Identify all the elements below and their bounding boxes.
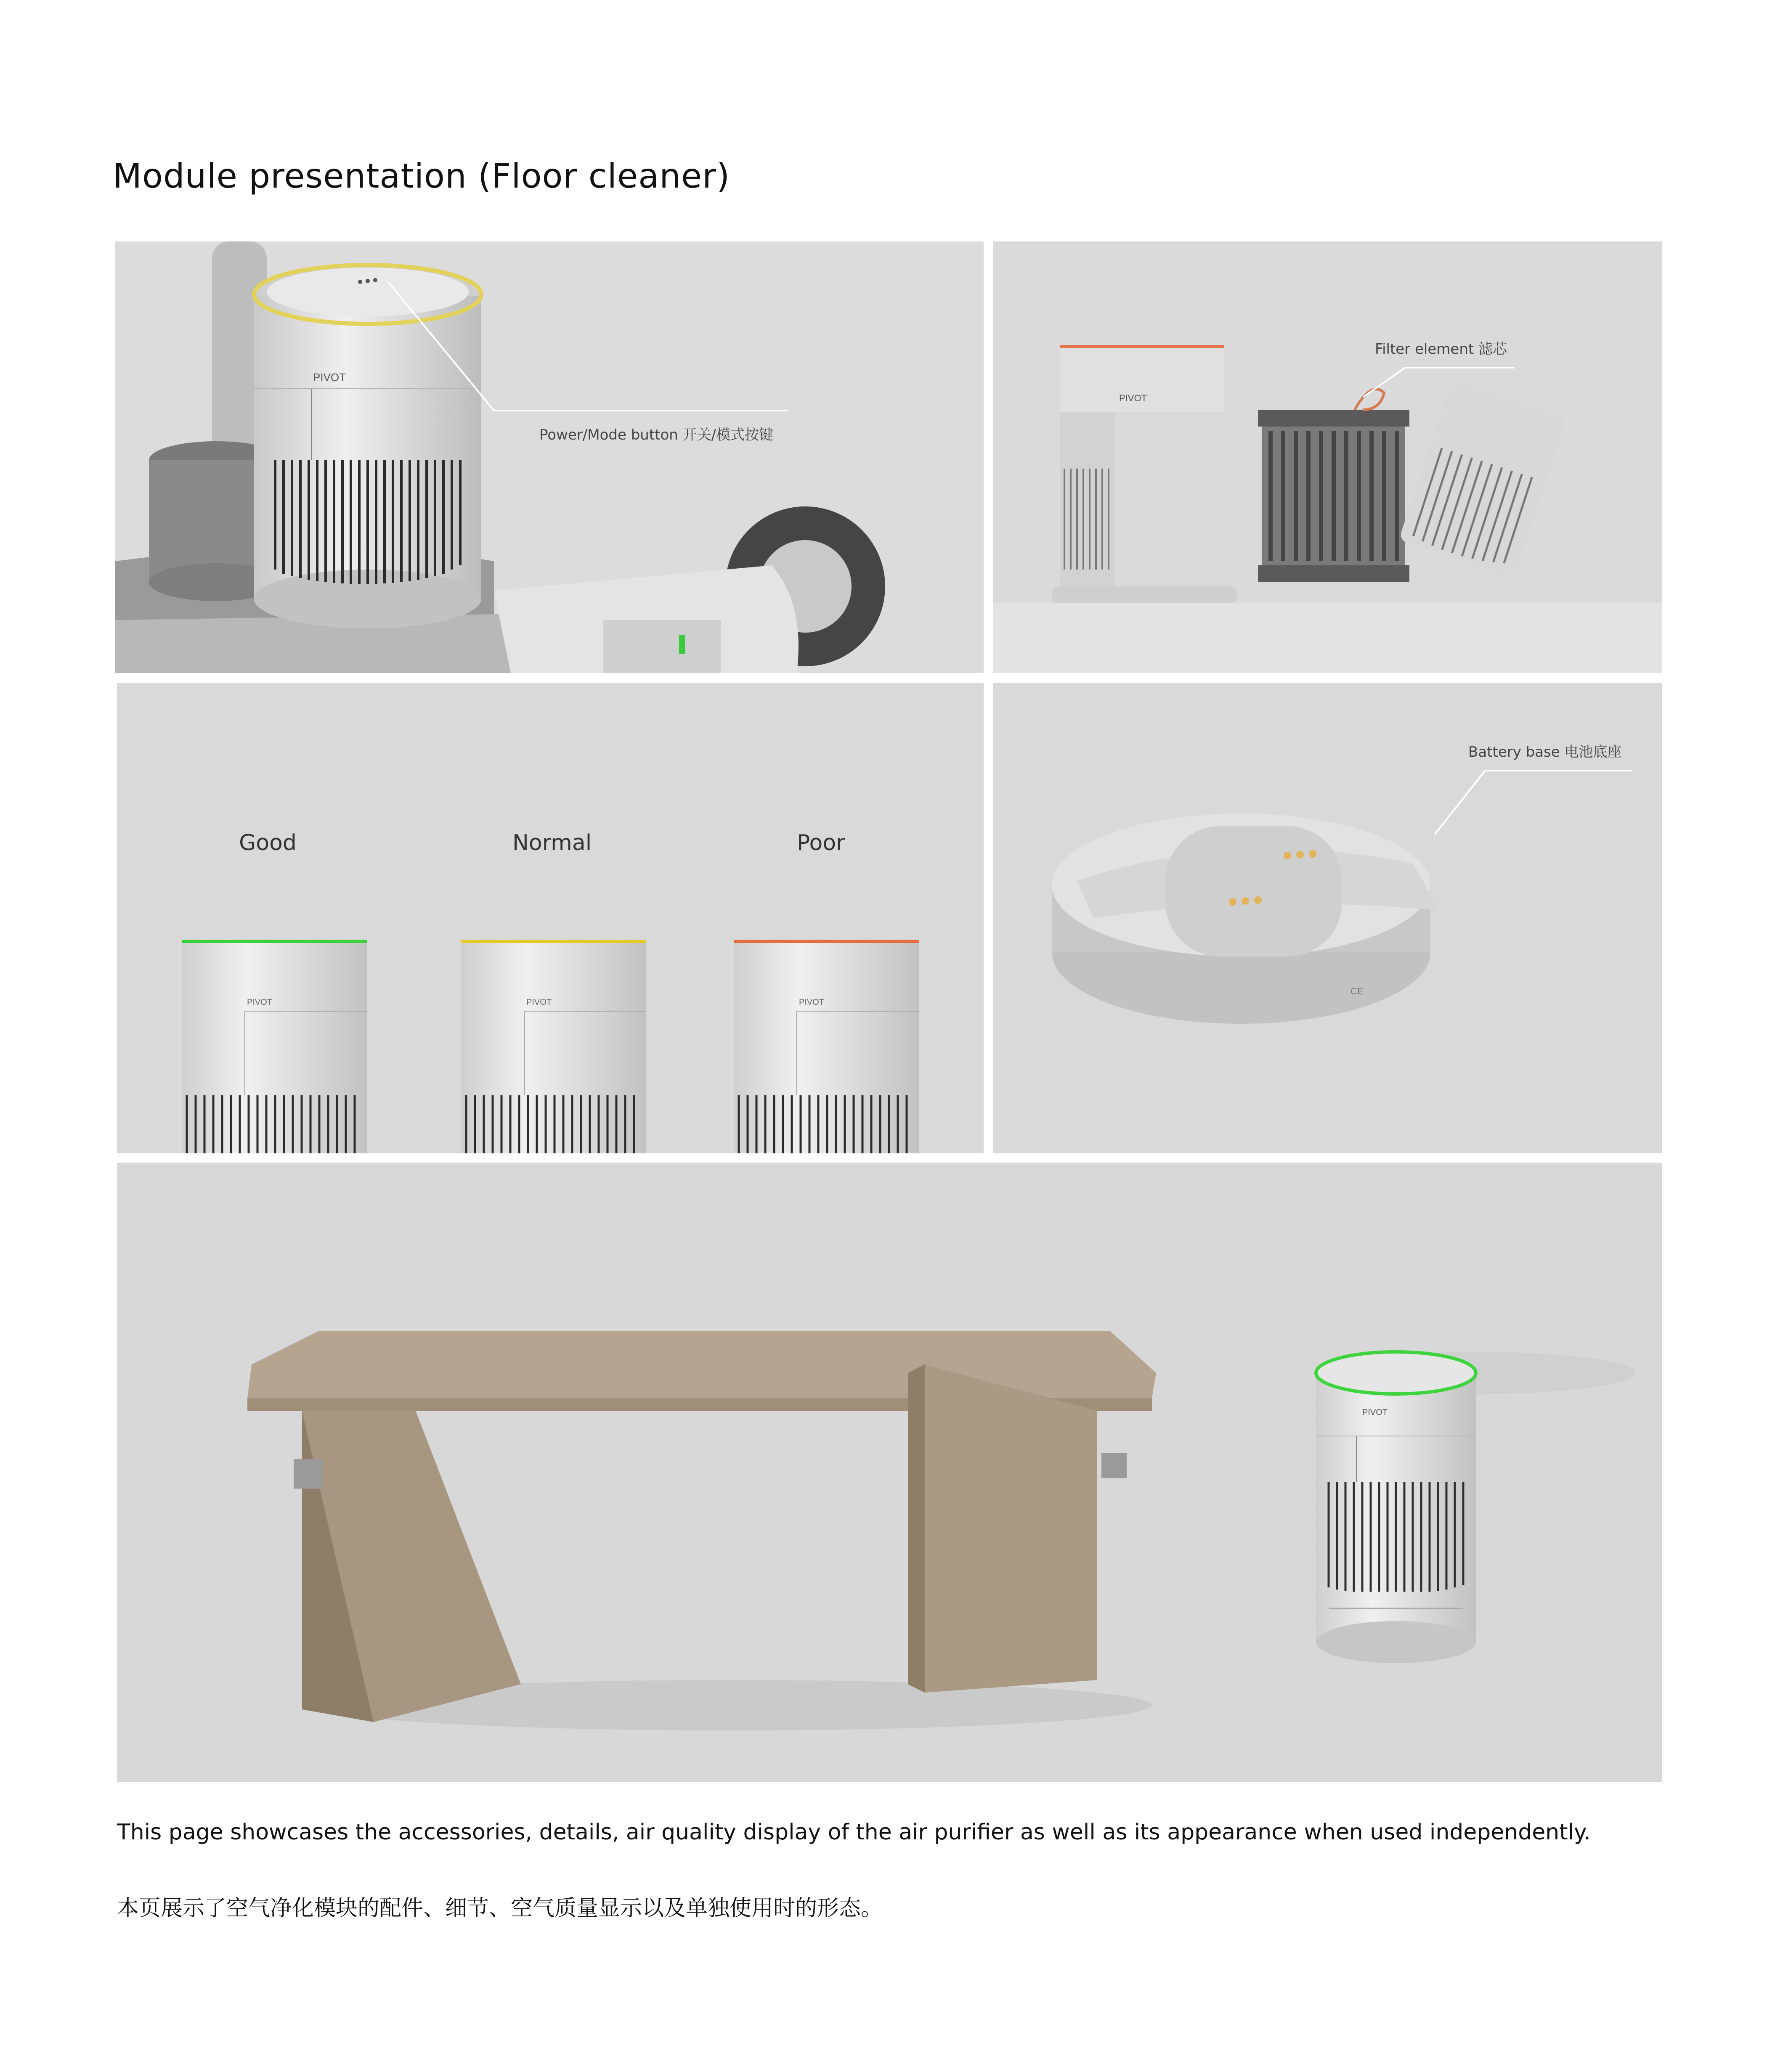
quality-ring-normal [461, 940, 646, 943]
panel-power-button [115, 241, 984, 673]
panel-independent-use [117, 1163, 1662, 1782]
filter-element-label: Filter element 滤芯 [1375, 341, 1507, 358]
page-title: Module presentation (Floor cleaner) [113, 156, 730, 196]
purifier-unit-poor [734, 940, 919, 1153]
svg-text:PIVOT: PIVOT [247, 998, 273, 1007]
panel-filter-element [993, 241, 1662, 673]
purifier-unit-good [182, 940, 367, 1153]
quality-ring-poor [734, 940, 919, 943]
quality-label-good: Good [239, 830, 297, 856]
purifier-brand-text: PIVOT [313, 371, 346, 384]
svg-text:CE: CE [1350, 986, 1364, 996]
quality-label-normal: Normal [512, 830, 592, 856]
quality-label-poor: Poor [797, 830, 845, 856]
svg-text:PIVOT: PIVOT [1362, 1408, 1388, 1417]
quality-ring-good [182, 940, 367, 943]
filter-element-illustration [993, 241, 1662, 673]
svg-text:PIVOT: PIVOT [799, 998, 825, 1007]
panel-air-quality-display [117, 683, 984, 1153]
svg-text:PIVOT: PIVOT [526, 998, 552, 1007]
panel-battery-base [993, 683, 1662, 1153]
caption-english: This page showcases the accessories, details, air quality display of the air purifier as well as its appearance when used independently. [117, 1820, 1591, 1845]
caption-chinese: 本页展示了空气净化模块的配件、细节、空气质量显示以及单独使用时的形态。 [117, 1896, 883, 1921]
battery-base-label: Battery base 电池底座 [1468, 744, 1622, 760]
power-mode-button-label: Power/Mode button 开关/模式按键 [539, 427, 774, 443]
purifier-on-cleaner-illustration [115, 241, 984, 673]
svg-text:PIVOT: PIVOT [1119, 393, 1147, 403]
table-and-purifier-illustration [117, 1163, 1662, 1782]
purifier-unit-normal [461, 940, 646, 1153]
quality-purifiers-illustration [117, 683, 984, 1153]
